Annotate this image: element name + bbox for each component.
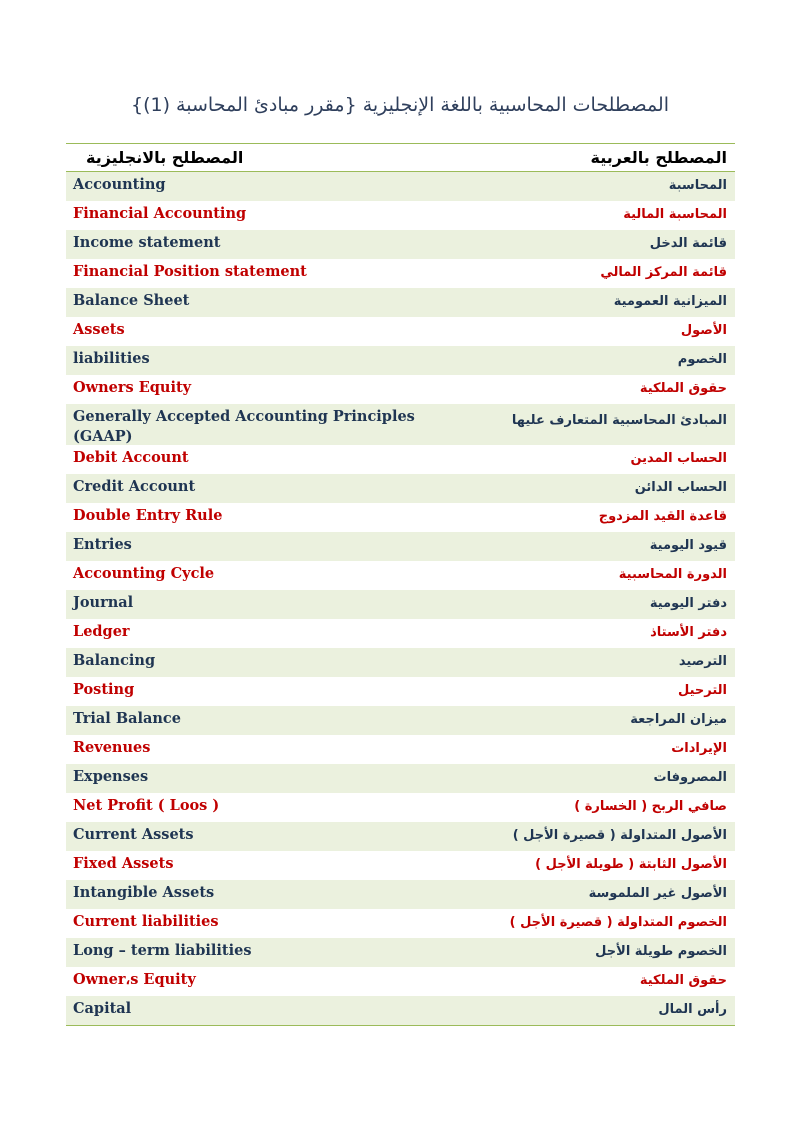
term-arabic: قائمة المركز المالي bbox=[600, 265, 727, 280]
table-row bbox=[66, 851, 735, 880]
header-english: المصطلح بالانجليزية bbox=[86, 148, 244, 167]
table-row bbox=[66, 375, 735, 404]
term-english: Posting bbox=[73, 681, 135, 698]
table-row bbox=[66, 230, 735, 259]
term-english: Accounting bbox=[73, 176, 166, 193]
term-english: Expenses bbox=[73, 768, 149, 785]
term-english: Fixed Assets bbox=[73, 855, 174, 872]
table-row bbox=[66, 880, 735, 909]
page-title: المصطلحات المحاسبية باللغة الإنجليزية {مقرر مبادئ المحاسبة (1)} bbox=[131, 94, 669, 116]
term-english: Financial Accounting bbox=[73, 205, 247, 222]
term-arabic: الدورة المحاسبية bbox=[618, 567, 727, 582]
term-arabic: الأصول غير الملموسة bbox=[588, 886, 727, 901]
term-english: Capital bbox=[73, 1000, 132, 1017]
table-row bbox=[66, 996, 735, 1026]
table-row bbox=[66, 288, 735, 317]
term-english: Financial Position statement bbox=[73, 263, 307, 280]
table-row bbox=[66, 172, 735, 201]
table-row bbox=[66, 532, 735, 561]
term-arabic: حقوق الملكية bbox=[639, 973, 727, 988]
terms-table bbox=[66, 143, 735, 1026]
term-arabic: الأصول المتداولة ( قصيرة الأجل ) bbox=[512, 828, 727, 843]
table-row bbox=[66, 822, 735, 851]
term-english: Journal bbox=[73, 594, 134, 611]
term-english: Current liabilities bbox=[73, 913, 219, 930]
term-arabic: صافي الربح ( الخسارة ) bbox=[574, 799, 727, 814]
term-english: Owner،s Equity bbox=[73, 971, 196, 988]
term-english: Revenues bbox=[73, 739, 151, 756]
table-row bbox=[66, 317, 735, 346]
term-arabic: الترصيد bbox=[678, 654, 727, 669]
table-row bbox=[66, 648, 735, 677]
term-arabic: المحاسبة المالية bbox=[623, 207, 727, 222]
term-english: Accounting Cycle bbox=[73, 565, 215, 582]
term-english: Owners Equity bbox=[73, 379, 192, 396]
table-header bbox=[66, 143, 735, 172]
table-row bbox=[66, 735, 735, 764]
term-arabic: قاعدة القيد المزدوج bbox=[598, 509, 727, 524]
term-english: Intangible Assets bbox=[73, 884, 215, 901]
table-row bbox=[66, 445, 735, 474]
term-english: Long – term liabilities bbox=[73, 942, 252, 959]
header-arabic: المصطلح بالعربية bbox=[590, 148, 727, 167]
term-english: Net Profit ( Loos ) bbox=[73, 797, 220, 814]
term-arabic: قائمة الدخل bbox=[649, 236, 727, 251]
term-english: Double Entry Rule bbox=[73, 507, 223, 524]
table-row bbox=[66, 967, 735, 996]
term-arabic: الأصول bbox=[680, 323, 727, 338]
term-arabic: الترحيل bbox=[677, 683, 727, 698]
term-english: Debit Account bbox=[73, 449, 189, 466]
table-row bbox=[66, 938, 735, 967]
term-english: Balance Sheet bbox=[73, 292, 190, 309]
term-arabic: الخصوم bbox=[677, 352, 727, 367]
term-arabic: الخصوم المتداولة ( قصيرة الأجل ) bbox=[509, 915, 727, 930]
table-row bbox=[66, 764, 735, 793]
table-row bbox=[66, 619, 735, 648]
term-arabic: الإيرادات bbox=[671, 741, 727, 756]
table-row bbox=[66, 404, 735, 445]
term-arabic: الميزانية العمومية bbox=[613, 294, 727, 309]
term-arabic: الحساب الدائن bbox=[634, 480, 727, 495]
table-row bbox=[66, 909, 735, 938]
term-arabic: الخصوم طويلة الأجل bbox=[595, 944, 727, 959]
table-row bbox=[66, 503, 735, 532]
term-arabic: قيود اليومية bbox=[649, 538, 727, 553]
table-row bbox=[66, 561, 735, 590]
term-arabic: حقوق الملكية bbox=[639, 381, 727, 396]
term-arabic: المحاسبة bbox=[668, 178, 727, 193]
term-arabic: رأس المال bbox=[658, 1002, 727, 1017]
table-row bbox=[66, 474, 735, 503]
term-arabic: الحساب المدين bbox=[630, 451, 727, 466]
table-row bbox=[66, 259, 735, 288]
term-arabic: الأصول الثابتة ( طويلة الأجل ) bbox=[535, 857, 727, 872]
term-arabic: المصروفات bbox=[653, 770, 727, 785]
term-english: Assets bbox=[73, 321, 125, 338]
term-arabic: ميزان المراجعة bbox=[630, 712, 727, 727]
term-english: Income statement bbox=[73, 234, 221, 251]
table-row bbox=[66, 706, 735, 735]
table-row bbox=[66, 677, 735, 706]
term-arabic: دفتر اليومية bbox=[649, 596, 727, 611]
term-english: liabilities bbox=[73, 350, 150, 367]
table-row bbox=[66, 793, 735, 822]
table-row bbox=[66, 590, 735, 619]
term-english: Trial Balance bbox=[73, 710, 181, 727]
term-english: Ledger bbox=[73, 623, 130, 640]
term-arabic: دفتر الأستاذ bbox=[650, 625, 727, 640]
table-row bbox=[66, 201, 735, 230]
term-english: Balancing bbox=[73, 652, 156, 669]
term-english: Generally Accepted Accounting Principles (GAAP) bbox=[73, 408, 415, 445]
term-english: Credit Account bbox=[73, 478, 196, 495]
term-arabic: المبادئ المحاسبية المتعارف عليها bbox=[511, 413, 727, 428]
term-english: Current Assets bbox=[73, 826, 194, 843]
table-row bbox=[66, 346, 735, 375]
term-english: Entries bbox=[73, 536, 132, 553]
